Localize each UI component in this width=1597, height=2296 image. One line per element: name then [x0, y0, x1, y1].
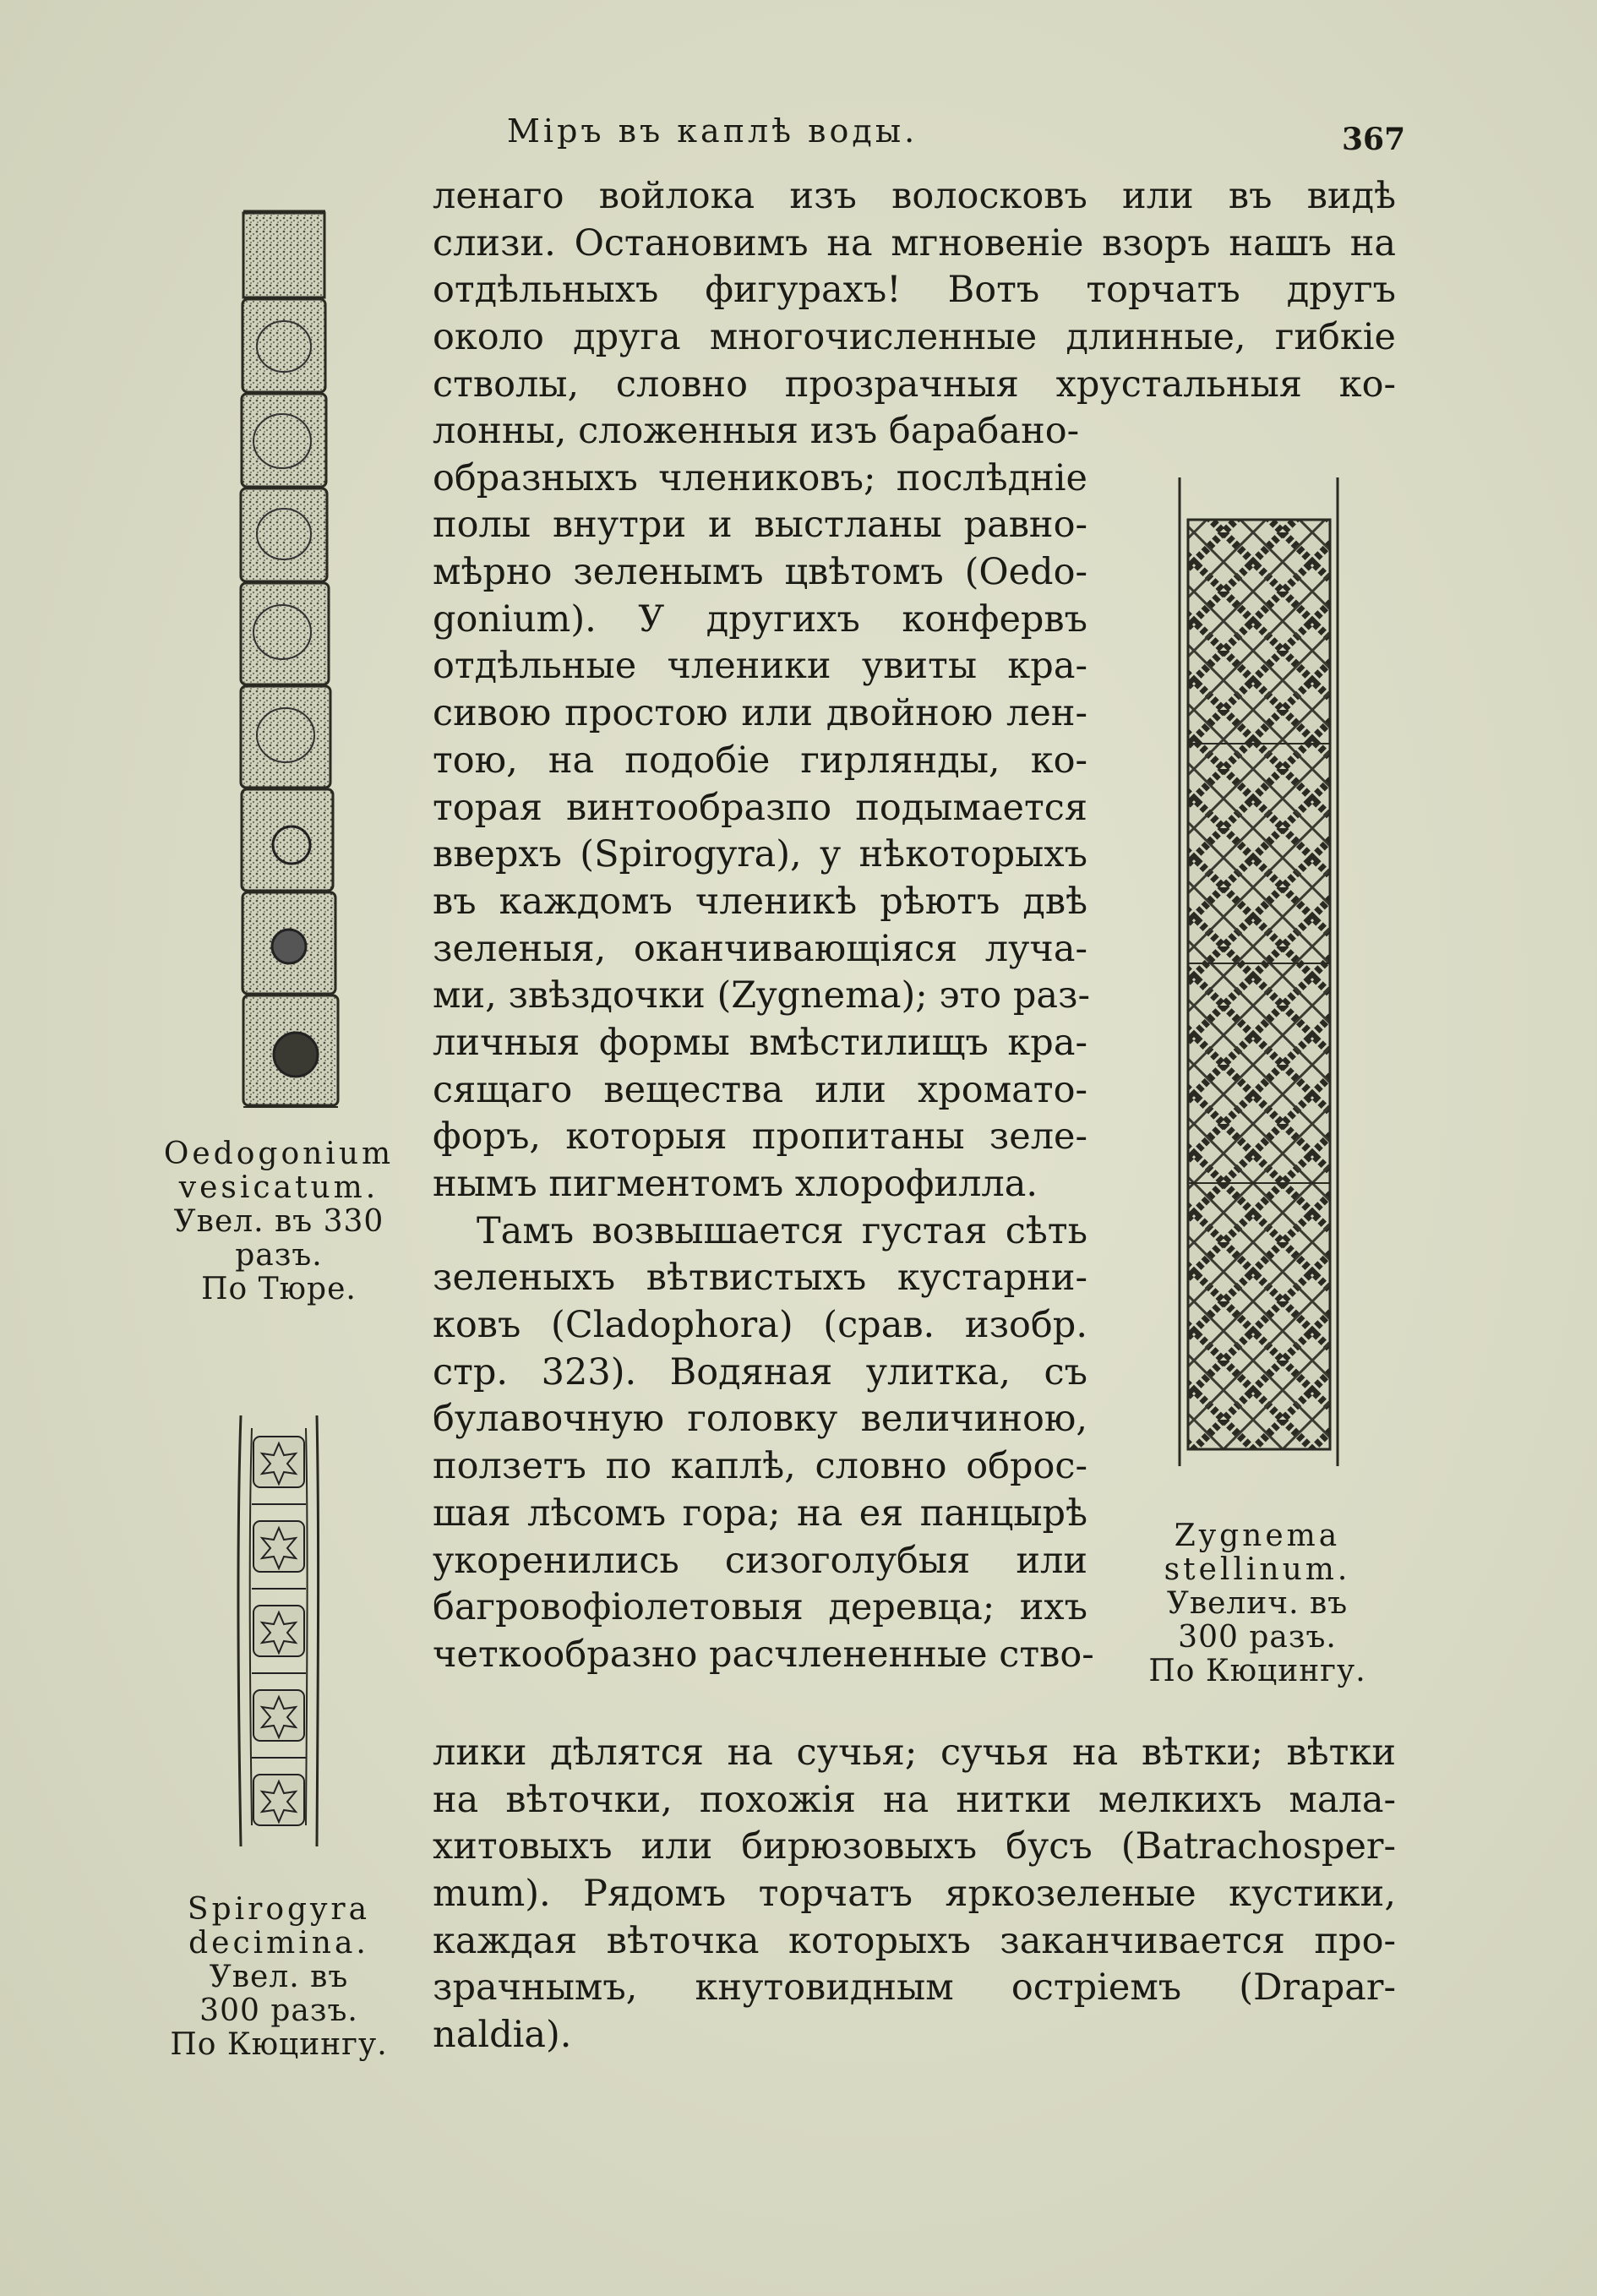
text-line: стволы, словно прозрачныя хрустальныя ко- [433, 363, 1396, 406]
text-line: вверхъ (Spirogyra), у нѣкоторыхъ [433, 833, 1087, 876]
caption-species: Spirogyra [187, 1892, 371, 1927]
text-line: сивою простою или двойною лен- [433, 692, 1087, 735]
text-line: стр. 323). Водяная улитка, съ [433, 1350, 1087, 1393]
spirogyra-caption [144, 1893, 414, 2062]
oedogonium-caption [144, 1137, 414, 1306]
zygnema-caption [1114, 1519, 1401, 1688]
caption-species: vesicatum. [178, 1170, 379, 1205]
text-line: булавочную головку величиною, [433, 1398, 1087, 1441]
text-line: форъ, которыя пропитаны зеле- [433, 1115, 1087, 1159]
text-line: багровофіолетовыя деревца; ихъ [433, 1586, 1087, 1629]
body-text-bottom [433, 1730, 1396, 2059]
body-text-middle [433, 408, 1094, 1679]
text-line: naldia). [433, 2014, 572, 2057]
figure-zygnema [1114, 473, 1401, 1688]
oedogonium-illustration [194, 203, 363, 1132]
text-line: зеленыхъ вѣтвистыхъ кустарни- [433, 1257, 1087, 1300]
text-line: ми, звѣздочки (Zygnema); это раз- [433, 974, 1091, 1017]
text-line: каждая вѣточка которыхъ заканчивается про- [433, 1919, 1396, 1962]
figure-spirogyra [144, 1411, 414, 2062]
text-line: укоренились сизоголубыя или [433, 1539, 1087, 1582]
caption-source: По Кюцингу. [1148, 1654, 1366, 1688]
text-line: на вѣточки, похожія на нитки мелкихъ мала- [433, 1778, 1396, 1821]
caption-species: decimina. [188, 1926, 369, 1961]
text-line: отдѣльныхъ фигурахъ! Вотъ торчатъ другъ [433, 269, 1396, 312]
text-line: отдѣльные членики увиты кра- [433, 645, 1087, 688]
caption-magnification: Увелич. въ [1166, 1586, 1349, 1621]
text-line: сящаго вещества или хромато- [433, 1068, 1087, 1111]
text-line: зеленыя, оканчивающіяся луча- [433, 927, 1087, 970]
body-text-top [433, 173, 1396, 408]
text-line: хитовыхъ или бирюзовыхъ бусъ (Batrachosper- [433, 1825, 1396, 1868]
text-line: торая винтообразпо подымается [433, 786, 1087, 829]
text-line: ленаго войлока изъ волосковъ или въ видѣ [433, 175, 1396, 217]
text-line: ковъ (Cladophora) (срав. изобр. [433, 1304, 1087, 1347]
text-line: четкообразно расчлененные ство- [433, 1633, 1094, 1676]
text-line: ползетъ по каплѣ, словно оброс- [433, 1445, 1087, 1488]
text-line: нымъ пигментомъ хлорофилла. [433, 1163, 1038, 1205]
text-line: зрачнымъ, кнутовидным остріемъ (Drapar- [433, 1966, 1396, 2010]
text-line: слизи. Остановимъ на мгновеніе взоръ нашъ на [433, 221, 1396, 265]
text-line: Тамъ возвышается густая сѣть [477, 1209, 1087, 1252]
text-line: mum). Рядомъ торчатъ яркозеленые кустики, [433, 1873, 1396, 1916]
text-line: полы внутри и выстланы равно- [433, 504, 1087, 547]
text-line: около друга многочисленные длинные, гибкіе [433, 316, 1396, 359]
spirogyra-illustration [211, 1411, 346, 1851]
caption-source: По Кюцингу. [170, 2027, 388, 2062]
caption-species: Oedogonium [163, 1137, 395, 1171]
caption-magnification: Увел. въ 330 [173, 1204, 384, 1239]
text-line: шая лѣсомъ гора; на ея панцырѣ [433, 1492, 1087, 1535]
page-number: 367 [1342, 122, 1406, 157]
running-head: Міръ въ каплѣ воды. [507, 112, 918, 150]
text-line: личныя формы вмѣстилищъ кра- [433, 1021, 1087, 1064]
figure-oedogonium [144, 203, 414, 1306]
text-line: образныхъ члениковъ; послѣдніе [433, 456, 1087, 499]
zygnema-illustration [1164, 473, 1350, 1470]
text-line: лики дѣлятся на сучья; сучья на вѣтки; вѣтки [433, 1732, 1396, 1774]
text-line: въ каждомъ членикѣ рѣютъ двѣ [433, 880, 1087, 923]
caption-magnification: 300 разъ. [199, 1993, 358, 2028]
text-line: тою, на подобіе гирлянды, ко- [433, 739, 1087, 782]
caption-magnification: 300 разъ. [1178, 1620, 1337, 1655]
caption-species: Zygnema [1174, 1519, 1341, 1553]
caption-magnification: Увел. въ [209, 1960, 349, 1994]
caption-source: По Тюре. [201, 1272, 357, 1306]
text-line: лонны, сложенныя изъ барабано- [433, 410, 1080, 452]
caption-species: stellinum. [1164, 1552, 1351, 1587]
caption-magnification: разъ. [235, 1238, 323, 1273]
text-line: мѣрно зеленымъ цвѣтомъ (Oedo- [433, 551, 1087, 594]
text-line: gonium). У другихъ конфервъ [433, 597, 1087, 641]
